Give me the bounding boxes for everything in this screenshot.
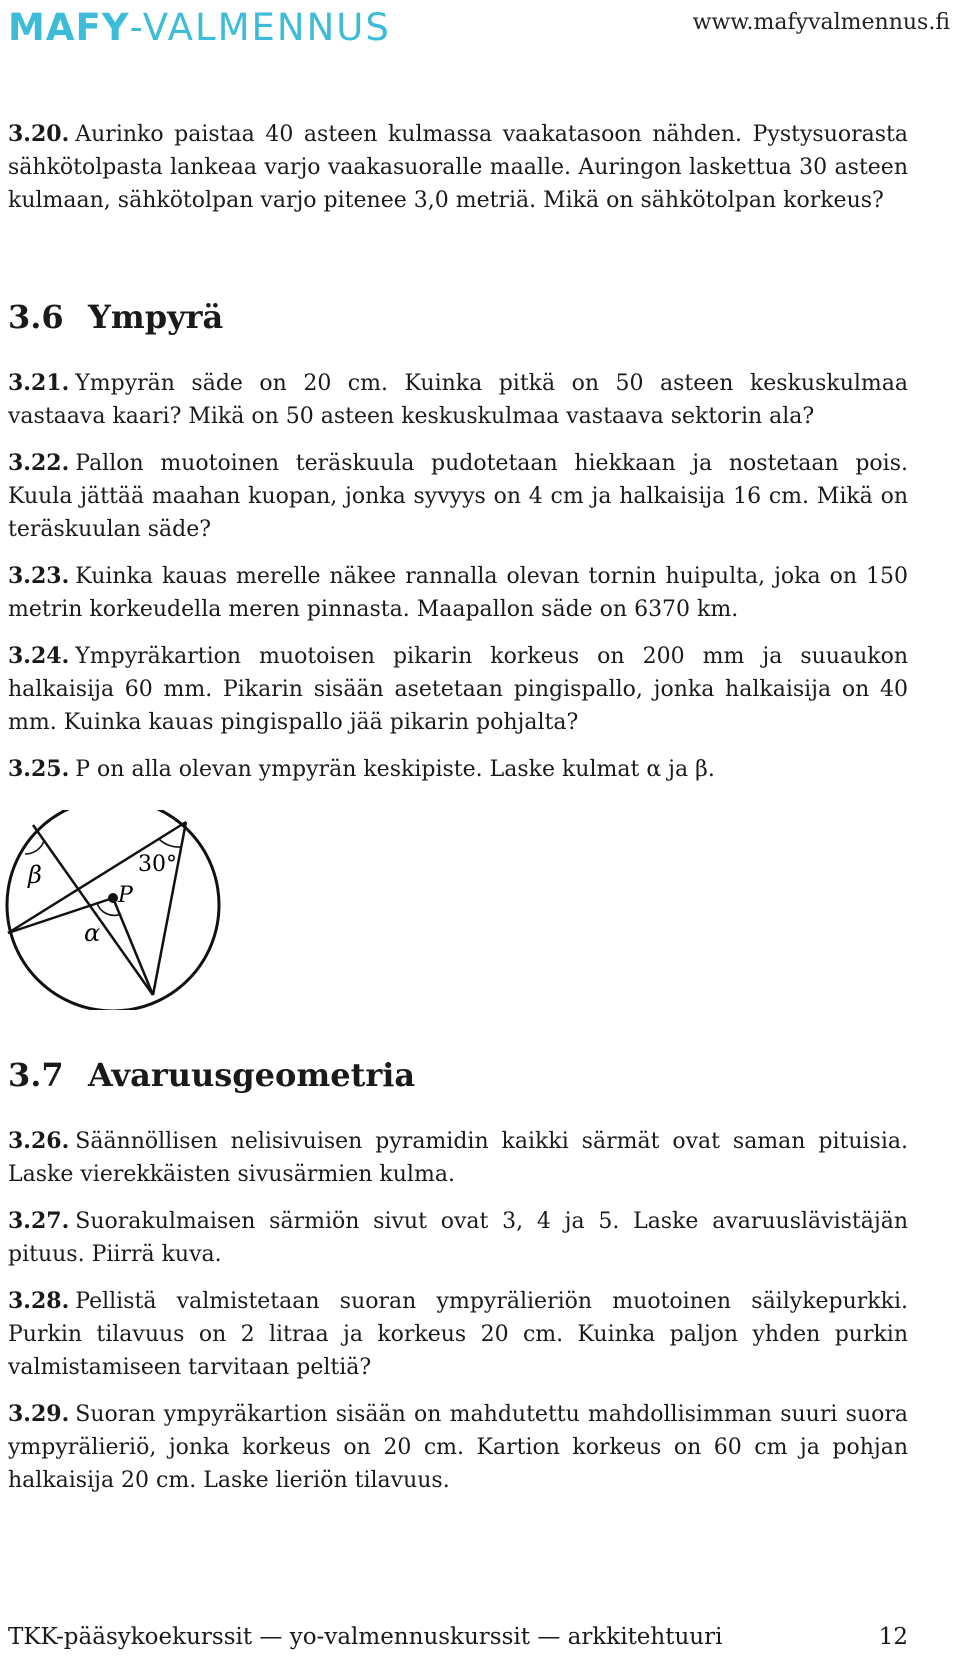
problem-3-25: 3.25. P on alla olevan ympyrän keskipiste. Laske kulmat α ja β. — [8, 756, 715, 782]
site-url[interactable]: www.mafyvalmennus.fi — [692, 10, 950, 35]
thirty-degree-arc — [159, 839, 181, 847]
problem-3-26: 3.26. Säännöllisen nelisivuisen pyramidin kaikki särmät ovat saman pituisia. Laske vierekkäisten sivusärmien kulma. — [8, 1128, 908, 1187]
beta-label: β — [28, 861, 42, 889]
problems-block-c — [8, 1125, 908, 1511]
problems-block-a — [8, 118, 908, 231]
angle-30-label: 30° — [138, 852, 177, 877]
circle-outline — [7, 810, 219, 1010]
center-label: P — [118, 883, 133, 908]
section-heading-circle: 3.6 Ympyrä — [8, 298, 224, 336]
mafy-logo: MAFY-VALMENNUS — [8, 6, 391, 49]
problems-block-b — [8, 367, 908, 800]
problem-3-24: 3.24. Ympyräkartion muotoisen pikarin korkeus on 200 mm ja suuaukon halkaisija 60 mm. Pikarin sisään asetetaan pingispallo, jonka halkaisija on 40 mm. Kuinka kauas pingispallo jää pikarin pohjalta? — [8, 643, 908, 735]
problem-3-21: 3.21. Ympyrän säde on 20 cm. Kuinka pitkä on 50 asteen keskuskulmaa vastaava kaari? Mikä on 50 asteen keskuskulmaa vastaava sektorin ala? — [8, 370, 908, 429]
chord-top-right-to-bottom — [153, 822, 186, 995]
footer-text: TKK-pääsykoekurssit — yo-valmennuskurssit — arkkitehtuuri — [8, 1624, 723, 1650]
alpha-label: α — [84, 919, 101, 947]
chord-top-left-to-bottom — [33, 825, 153, 995]
page-number: 12 — [878, 1624, 908, 1650]
section-heading-space-geometry: 3.7 Avaruusgeometria — [8, 1056, 416, 1094]
problem-3-28: 3.28. Pellistä valmistetaan suoran ympyrälieriön muotoinen säilykepurkki. Purkin tilavuus on 2 litraa ja korkeus 20 cm. Kuinka paljon yhden purkin valmistamiseen tarvitaan peltiä? — [8, 1288, 908, 1380]
problem-3-22: 3.22. Pallon muotoinen teräskuula pudotetaan hiekkaan ja nostetaan pois. Kuula jättää maahan kuopan, jonka syvyys on 4 cm ja halkaisija 16 cm. Mikä on teräskuulan säde? — [8, 450, 908, 542]
problem-3-27: 3.27. Suorakulmaisen särmiön sivut ovat 3, 4 ja 5. Laske avaruuslävistäjän pituus. Piirrä kuva. — [8, 1208, 908, 1267]
problem-3-23: 3.23. Kuinka kauas merelle näkee rannalla olevan tornin huipulta, joka on 150 metrin korkeudella meren pinnasta. Maapallon säde on 6370 km. — [8, 563, 908, 622]
problem-3-29: 3.29. Suoran ympyräkartion sisään on mahdutettu mahdollisimman suuri suora ympyrälieriö, jonka korkeus on 20 cm. Kartion korkeus on 60 cm ja pohjan halkaisija 20 cm. Laske lieriön tilavuus. — [8, 1401, 908, 1493]
problem-3-20: 3.20. Aurinko paistaa 40 asteen kulmassa vaakatasoon nähden. Pystysuorasta sähkötolpasta lankeaa varjo vaakasuoralle maalle. Auringon laskettua 30 asteen kulmaan, sähkötolpan varjo pitenee 3,0 metriä. Mikä on sähkötolpan korkeus? — [8, 121, 908, 213]
circle-figure — [0, 810, 230, 1010]
center-point — [108, 893, 118, 903]
